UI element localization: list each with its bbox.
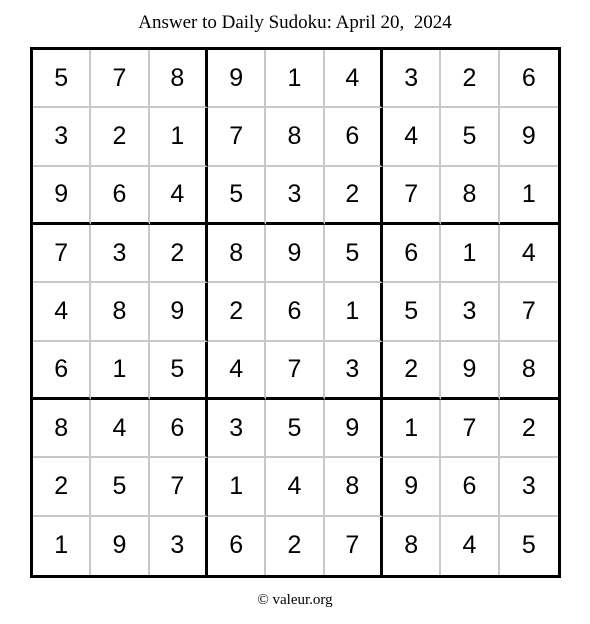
sudoku-cell: 4	[325, 50, 383, 108]
sudoku-cell: 1	[325, 283, 383, 341]
sudoku-cell: 4	[150, 167, 208, 225]
sudoku-cell: 6	[150, 400, 208, 458]
sudoku-cell: 1	[150, 108, 208, 166]
sudoku-cell: 9	[208, 50, 266, 108]
sudoku-cell: 1	[208, 458, 266, 516]
sudoku-cell: 3	[266, 167, 324, 225]
sudoku-cell: 8	[266, 108, 324, 166]
sudoku-cell: 8	[33, 400, 91, 458]
sudoku-cell: 3	[91, 225, 149, 283]
sudoku-cell: 8	[325, 458, 383, 516]
sudoku-cell: 5	[383, 283, 441, 341]
sudoku-cell: 6	[208, 517, 266, 575]
sudoku-cell: 8	[150, 50, 208, 108]
sudoku-cell: 8	[500, 342, 558, 400]
sudoku-cell: 5	[521, 531, 536, 560]
sudoku-cell: 6	[500, 50, 558, 108]
sudoku-cell: 6	[33, 342, 91, 400]
sudoku-cell: 5	[325, 225, 383, 283]
sudoku-cell: 3	[33, 108, 91, 166]
sudoku-cell: 7	[383, 167, 441, 225]
sudoku-cell: 3	[150, 517, 208, 575]
sudoku-cell: 7	[500, 283, 558, 341]
sudoku-cell: 5	[208, 167, 266, 225]
sudoku-cell: 3	[325, 342, 383, 400]
sudoku-cell: 5	[91, 458, 149, 516]
copyright-footer: © valeur.org	[257, 592, 333, 608]
sudoku-cell: 2	[500, 400, 558, 458]
sudoku-cell: 4	[91, 400, 149, 458]
sudoku-cell: 2	[91, 108, 149, 166]
sudoku-grid	[30, 47, 561, 578]
sudoku-cell: 1	[33, 517, 91, 575]
sudoku-cell: 1	[500, 167, 558, 225]
sudoku-cell: 3	[208, 400, 266, 458]
sudoku-cell: 4	[208, 342, 266, 400]
sudoku-cell: 1	[441, 225, 499, 283]
sudoku-cell: 9	[150, 283, 208, 341]
sudoku-cell: 4	[266, 458, 324, 516]
sudoku-cell: 2	[208, 283, 266, 341]
sudoku-cell: 7	[208, 108, 266, 166]
sudoku-cell: 5	[441, 108, 499, 166]
sudoku-cell: 3	[500, 458, 558, 516]
sudoku-cell: 6	[325, 108, 383, 166]
sudoku-cell: 2	[150, 225, 208, 283]
sudoku-cell: 2	[441, 50, 499, 108]
sudoku-cell: 3	[441, 283, 499, 341]
sudoku-cell: 7	[150, 458, 208, 516]
sudoku-cell: 6	[91, 167, 149, 225]
sudoku-cell: 4	[441, 517, 499, 575]
sudoku-cell: 7	[441, 400, 499, 458]
sudoku-cell: 7	[33, 225, 91, 283]
sudoku-cell: 8	[441, 167, 499, 225]
sudoku-cell: 9	[500, 108, 558, 166]
sudoku-cell: 9	[33, 167, 91, 225]
sudoku-cell: 9	[325, 400, 383, 458]
sudoku-cell: 6	[441, 458, 499, 516]
sudoku-cell: 9	[441, 342, 499, 400]
sudoku-cell: 8	[91, 283, 149, 341]
puzzle-title: Answer to Daily Sudoku: April 20, 2024	[138, 12, 452, 33]
sudoku-cell: 7	[266, 342, 324, 400]
sudoku-cell: 7	[91, 50, 149, 108]
sudoku-cell: 5	[33, 50, 91, 108]
sudoku-cell: 8	[383, 517, 441, 575]
sudoku-cell: 6	[383, 225, 441, 283]
sudoku-cell: 1	[383, 400, 441, 458]
sudoku-cell: 4	[500, 225, 558, 283]
sudoku-cell: 9	[91, 517, 149, 575]
sudoku-cell: 7	[325, 517, 383, 575]
sudoku-cell: 8	[208, 225, 266, 283]
sudoku-cell: 5	[150, 342, 208, 400]
sudoku-cell: 2	[266, 517, 324, 575]
sudoku-cell: 3	[383, 50, 441, 108]
sudoku-cell: 2	[325, 167, 383, 225]
sudoku-cell: 1	[91, 342, 149, 400]
sudoku-cell: 1	[266, 50, 324, 108]
sudoku-cell: 4	[33, 283, 91, 341]
sudoku-cell: 5	[266, 400, 324, 458]
sudoku-cell: 2	[383, 342, 441, 400]
sudoku-cell: 9	[383, 458, 441, 516]
sudoku-cell: 6	[266, 283, 324, 341]
sudoku-cell: 9	[266, 225, 324, 283]
sudoku-cell: 2	[33, 458, 91, 516]
sudoku-cell: 4	[383, 108, 441, 166]
